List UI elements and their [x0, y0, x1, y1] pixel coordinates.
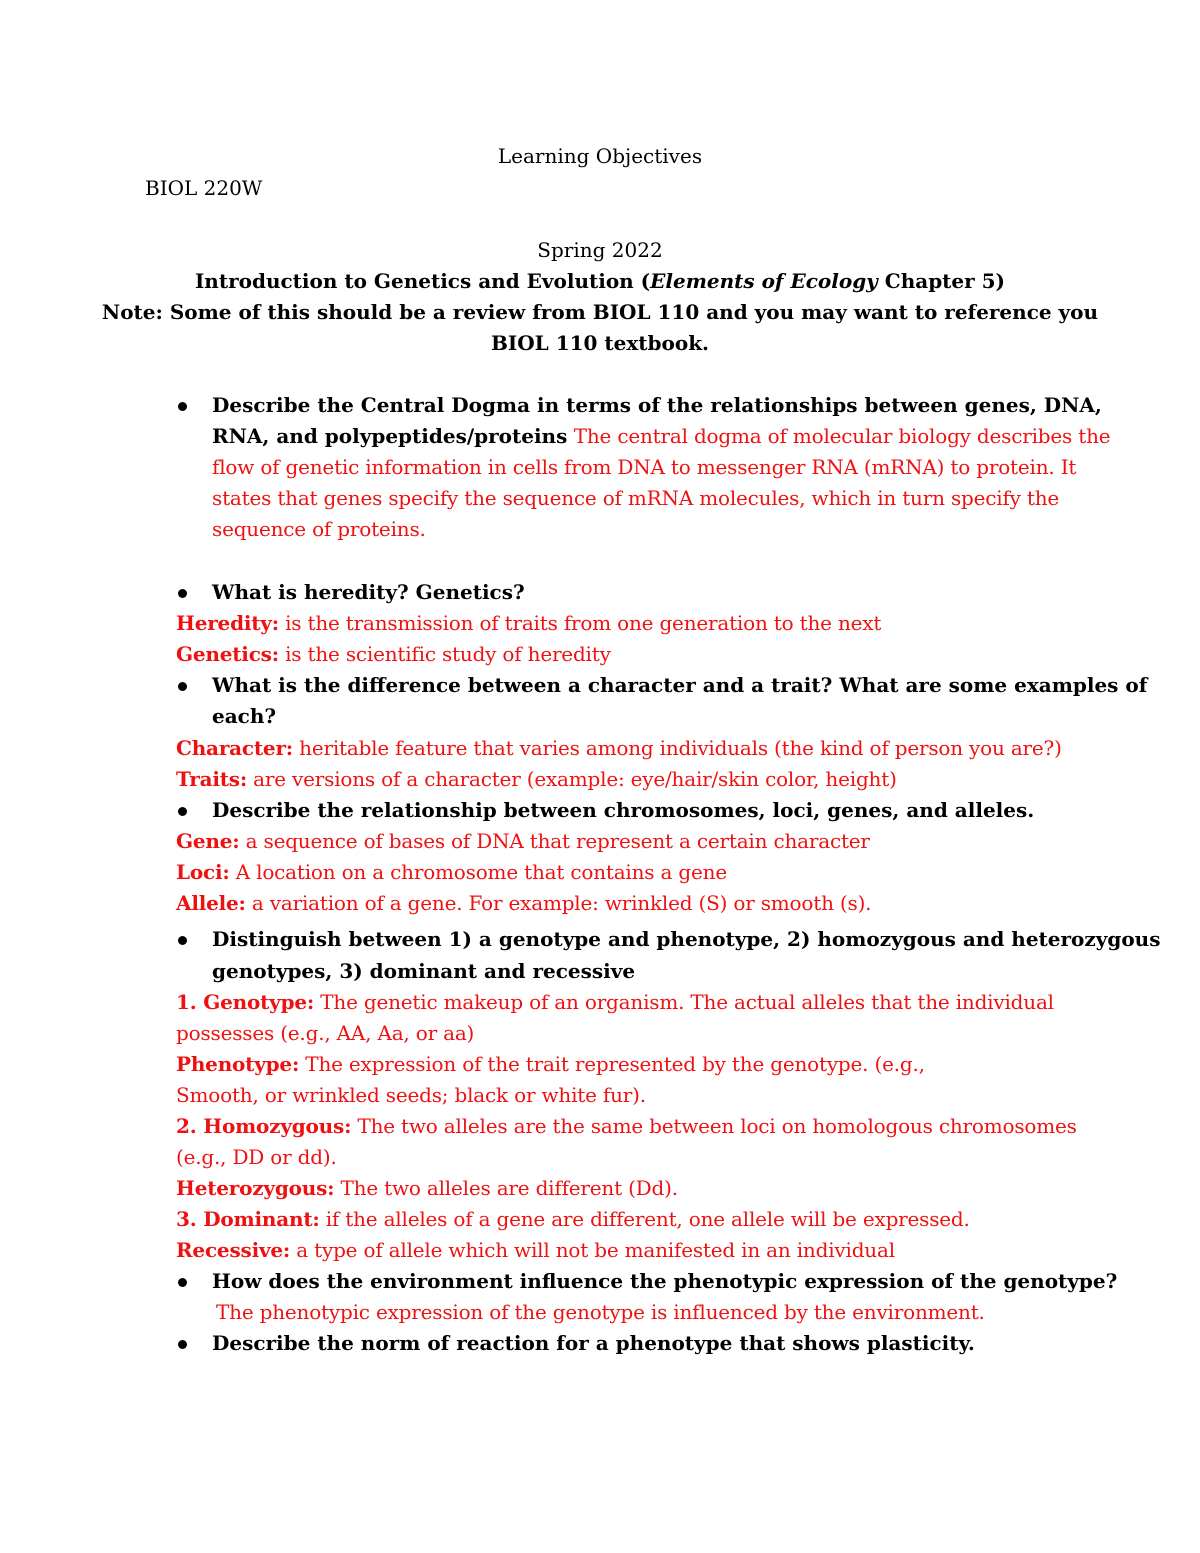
- loci-text: A location on a chromosome that contains a gene: [229, 860, 727, 884]
- topic-heading: [0, 269, 1200, 293]
- bullet-icon: [178, 1278, 187, 1287]
- gene-term: Gene:: [176, 829, 240, 853]
- q1-answer-line-2: flow of genetic information in cells from DNA to messenger RNA (mRNA) to protein. It: [212, 455, 1077, 479]
- topic-pre: Introduction to Genetics and Evolution (: [194, 269, 651, 293]
- dominant-term: 3. Dominant:: [176, 1207, 320, 1231]
- bullet-icon: [178, 807, 187, 816]
- topic-book: Elements of Ecology: [650, 269, 878, 293]
- q1-line-2: [212, 424, 1110, 448]
- allele-def: [176, 891, 871, 915]
- heterozygous-def: [176, 1176, 678, 1200]
- q6-answer: The phenotypic expression of the genotype is influenced by the environment.: [216, 1300, 985, 1324]
- q5-line-2: genotypes, 3) dominant and recessive: [212, 959, 636, 983]
- course-code: BIOL 220W: [145, 176, 263, 200]
- character-def: [176, 736, 1062, 760]
- dominant-def: [176, 1207, 970, 1231]
- homozygous-def-2: (e.g., DD or dd).: [176, 1145, 337, 1169]
- q7-question: Describe the norm of reaction for a phenotype that shows plasticity.: [212, 1331, 975, 1355]
- bullet-icon: [178, 589, 187, 598]
- heterozygous-term: Heterozygous:: [176, 1176, 335, 1200]
- genetics-term: Genetics:: [176, 642, 279, 666]
- loci-def: [176, 860, 727, 884]
- traits-def: [176, 767, 897, 791]
- genotype-text: The genetic makeup of an organism. The actual alleles that the individual: [314, 990, 1054, 1014]
- gene-text: a sequence of bases of DNA that represent a certain character: [239, 829, 870, 853]
- character-term: Character:: [176, 736, 293, 760]
- bullet-icon: [178, 936, 187, 945]
- q4-question: Describe the relationship between chromosomes, loci, genes, and alleles.: [212, 798, 1035, 822]
- homozygous-def: [176, 1114, 1077, 1138]
- q5-line-1: Distinguish between 1) a genotype and phenotype, 2) homozygous and heterozygous: [212, 927, 1161, 951]
- q1-line-1: Describe the Central Dogma in terms of the relationships between genes, DNA,: [212, 393, 1102, 417]
- q2-question: What is heredity? Genetics?: [212, 580, 525, 604]
- note-line-2: BIOL 110 textbook.: [490, 331, 710, 355]
- allele-term: Allele:: [176, 891, 246, 915]
- homozygous-term: 2. Homozygous:: [176, 1114, 352, 1138]
- term: Spring 2022: [537, 238, 663, 262]
- character-text: heritable feature that varies among individuals (the kind of person you are?): [292, 736, 1062, 760]
- q1-answer-start: The central dogma of molecular biology describes the: [573, 424, 1111, 448]
- q3-line-2: each?: [212, 704, 277, 728]
- traits-text: are versions of a character (example: eye/hair/skin color, height): [247, 767, 897, 791]
- traits-term: Traits:: [176, 767, 248, 791]
- heredity-def: [176, 611, 881, 635]
- heredity-term: Heredity:: [176, 611, 279, 635]
- phenotype-term: Phenotype:: [176, 1052, 300, 1076]
- bullet-icon: [178, 1340, 187, 1349]
- gene-def: [176, 829, 870, 853]
- q6-question: How does the environment influence the phenotypic expression of the genotype?: [212, 1269, 1118, 1293]
- recessive-text: a type of allele which will not be manifested in an individual: [290, 1238, 895, 1262]
- bullet-icon: [178, 682, 187, 691]
- note-line-1: Note: Some of this should be a review from BIOL 110 and you may want to reference you: [101, 300, 1099, 324]
- heterozygous-text: The two alleles are different (Dd).: [334, 1176, 678, 1200]
- genotype-def: [176, 990, 1054, 1014]
- genetics-text: is the scientific study of heredity: [278, 642, 611, 666]
- genetics-def: [176, 642, 611, 666]
- q3-line-1: What is the difference between a character and a trait? What are some examples of: [212, 673, 1148, 697]
- q1-answer-line-3: states that genes specify the sequence of mRNA molecules, which in turn specify the: [212, 486, 1060, 510]
- homozygous-text: The two alleles are the same between loci on homologous chromosomes: [351, 1114, 1077, 1138]
- recessive-term: Recessive:: [176, 1238, 291, 1262]
- q1-bold: RNA, and polypeptides/proteins: [212, 424, 568, 448]
- phenotype-def-2: Smooth, or wrinkled seeds; black or white fur).: [176, 1083, 646, 1107]
- genotype-term: 1. Genotype:: [176, 990, 315, 1014]
- dominant-text: if the alleles of a gene are different, one allele will be expressed.: [319, 1207, 970, 1231]
- phenotype-def: [176, 1052, 925, 1076]
- heredity-text: is the transmission of traits from one generation to the next: [278, 611, 882, 635]
- phenotype-text: The expression of the trait represented by the genotype. (e.g.,: [299, 1052, 925, 1076]
- recessive-def: [176, 1238, 895, 1262]
- loci-term: Loci:: [176, 860, 230, 884]
- bullet-icon: [178, 402, 187, 411]
- topic-post: Chapter 5): [877, 269, 1006, 293]
- q1-answer-line-4: sequence of proteins.: [212, 517, 426, 541]
- genotype-def-2: possesses (e.g., AA, Aa, or aa): [176, 1021, 475, 1045]
- document-title: Learning Objectives: [497, 144, 703, 168]
- allele-text: a variation of a gene. For example: wrinkled (S) or smooth (s).: [245, 891, 872, 915]
